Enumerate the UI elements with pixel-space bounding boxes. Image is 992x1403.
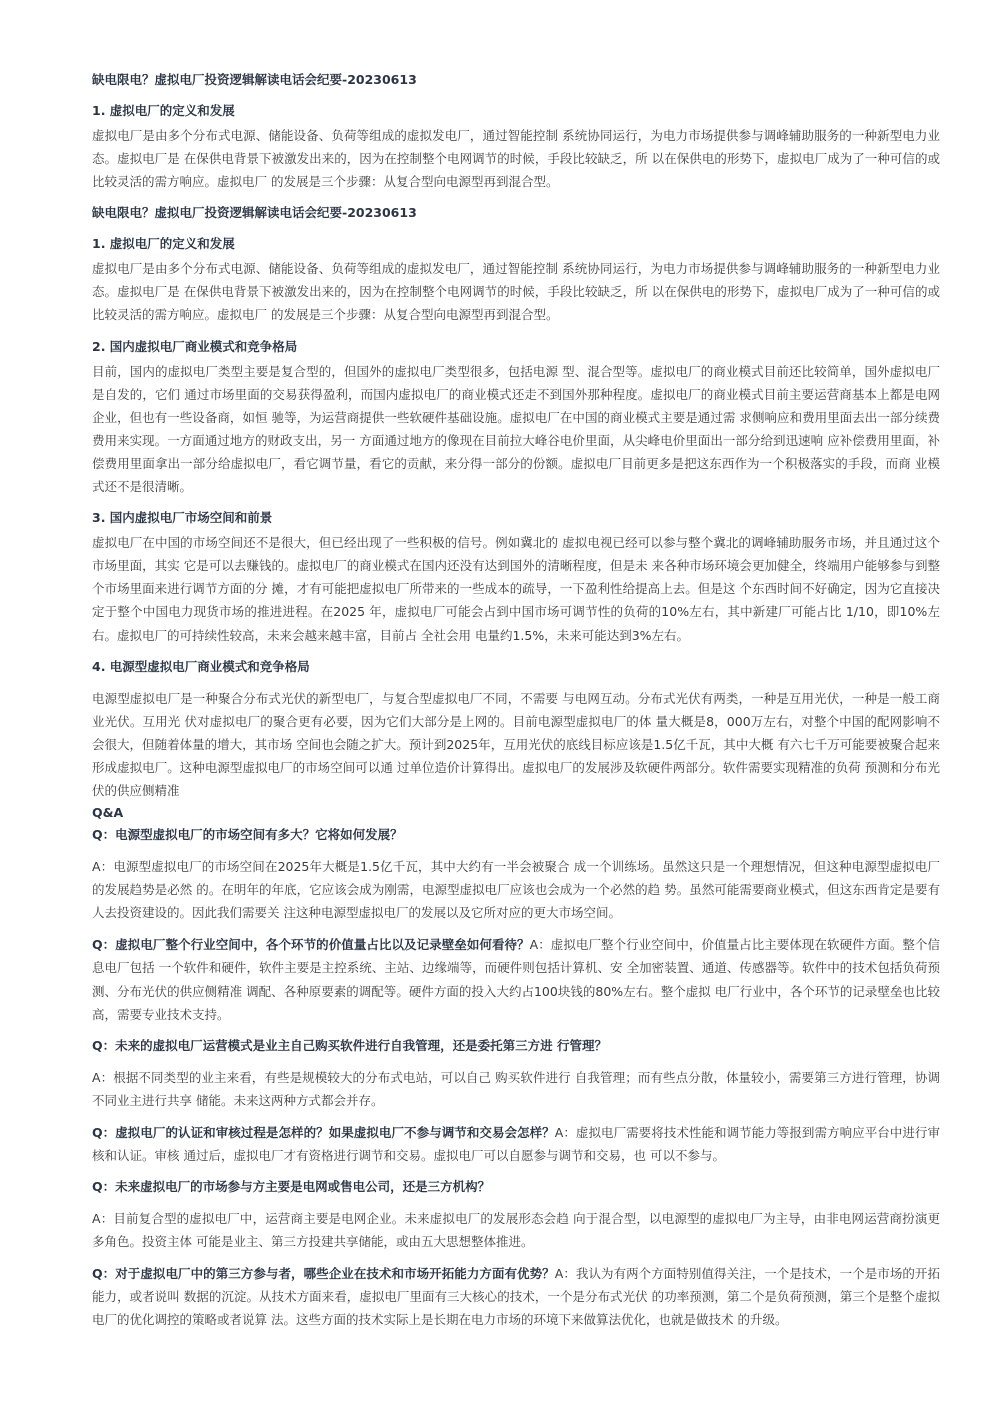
question-4: Q：虚拟电厂的认证和审核过程是怎样的？如果虚拟电厂不参与调节和交易会怎样？: [92, 1124, 555, 1140]
document-title-repeat: 缺电限电？虚拟电厂投资逻辑解读电话会纪要-20230613: [92, 205, 417, 221]
qa-item-2: [92, 933, 940, 1025]
answer-1: A：电源型虚拟电厂的市场空间在2025年大概是1.5亿千瓦，其中大约有一半会被聚合 成一个训练场。虽然这只是一个理想情况，但这种电源型虚拟电厂的发展趋势是必然 的。在明年的年底，它应该会成为刚需，电源型虚拟电厂应该也会成为一个必然的趋 势。虽然可能需要商业模式，但这东西肯定是要有人去投资建设的。因此我们需要关 注这种电源型虚拟电厂的发展以及它所对应的更大市场空间。: [92, 859, 940, 921]
section-1-heading: 1. 虚拟电厂的定义和发展: [92, 103, 235, 118]
qa-label: Q&A: [92, 805, 124, 821]
section-3-heading: 3. 国内虚拟电厂市场空间和前景: [92, 510, 273, 526]
section-1-heading-repeat: 1. 虚拟电厂的定义和发展: [92, 236, 235, 252]
question-5: Q：未来虚拟电厂的市场参与方主要是电网或售电公司，还是三方机构？: [92, 1179, 491, 1195]
section-3-body: 虚拟电厂在中国的市场空间还不是很大，但已经出现了一些积极的信号。例如冀北的 虚拟电视已经可以参与整个冀北的调峰辅助服务市场，并且通过这个市场里面，其实 它是可以去赚钱的。虚拟电厂的商业模式在国内还没有达到国外的清晰程度，但是未 来各种市场环境会更加健全，终端用户能够参与到整个市场里面来进行调节方面的分 摊，才有可能把虚拟电厂所带来的一些成本的疏导，一下盈利性给提高上去。但是这 个东西时间不好确定，因为它直接决定于整个中国电力现货市场的推进进程。在2025 年，虚拟电厂可能会占到中国市场可调节性的负荷的10%左右，其中新建厂可能占比 1/10，即10%左右。虚拟电厂的可持续性较高，未来会越来越丰富，目前占 全社会用 电量约1.5%，未来可能达到3%左右。: [92, 535, 940, 643]
document-title: 缺电限电？虚拟电厂投资逻辑解读电话会纪要-20230613: [92, 72, 417, 87]
qa-item-4: [92, 1121, 940, 1167]
question-3: Q：未来的虚拟电厂运营模式是业主自己购买软件进行自我管理，还是委托第三方进 行管理？: [92, 1037, 607, 1053]
section-1-body: 虚拟电厂是由多个分布式电源、储能设备、负荷等组成的虚拟发电厂，通过智能控制 系统协同运行，为电力市场提供参与调峰辅助服务的一种新型电力业态。虚拟电厂是 在保供电背景下被激发出来的，因为在控制整个电网调节的时候，手段比较缺乏，所 以在保供电的形势下，虚拟电厂成为了一种可信的或比较灵活的需方响应。虚拟电厂 的发展是三个步骤：从复合型向电源型再到混合型。: [92, 128, 940, 190]
section-4-heading: 4. 电源型虚拟电厂商业模式和竞争格局: [92, 658, 310, 674]
section-1-body-repeat: 虚拟电厂是由多个分布式电源、储能设备、负荷等组成的虚拟发电厂，通过智能控制 系统协同运行，为电力市场提供参与调峰辅助服务的一种新型电力业态。虚拟电厂是 在保供电背景下被激发出来的，因为在控制整个电网调节的时候，手段比较缺乏，所 以在保供电的形势下，虚拟电厂成为了一种可信的或比较灵活的需方响应。虚拟电厂 的发展是三个步骤：从复合型向电源型再到混合型。: [92, 261, 940, 323]
section-2-body: 目前，国内的虚拟电厂类型主要是复合型的，但国外的虚拟电厂类型很多，包括电源 型、混合型等。虚拟电厂的商业模式目前还比较简单，国外虚拟电厂是自发的，它们 通过市场里面的交易获得盈利，而国内虚拟电厂的商业模式还走不到国外那种程度。虚拟电厂的商业模式目前主要运营商基本上都是电网企业，但也有一些设备商，如恒 驰等，为运营商提供一些软硬件基础设施。虚拟电厂在中国的商业模式主要是通过需 求侧响应和费用里面去出一部分续费费用来实现。一方面通过地方的财政支出，另一 方面通过地方的像现在目前拉大峰谷电价里面，从尖峰电价里面出一部分给到迅速响 应补偿费用里面，补偿费用里面拿出一部分给虚拟电厂，看它调节量，看它的贡献，来分得一部分的份额。虚拟电厂目前更多是把这东西作为一个积极落实的手段，而商 业模式还不是很清晰。: [92, 363, 940, 495]
section-2-heading: 2. 国内虚拟电厂商业模式和竞争格局: [92, 338, 298, 354]
qa-item-6: [92, 1262, 940, 1331]
question-2: Q：虚拟电厂整个行业空间中，各个环节的价值量占比以及记录壁垒如何看待？: [92, 937, 530, 953]
answer-4: A：虚拟电厂需要将技术性能和调节能力等报到需方响应平台中进行审核和认证。审核 通过后，虚拟电厂才有资格进行调节和交易。虚拟电厂可以自愿参与调节和交易，也 可以不参与。: [92, 1124, 940, 1163]
answer-6: A：我认为有两个方面特别值得关注，一个是技术，一个是市场的开拓能力，或者说叫 数据的沉淀。从技术方面来看，虚拟电厂里面有三大核心的技术，一个是分布式光伏 的功率预测，第二个是负荷预测，第三个是整个虚拟电厂的优化调控的策略或者说算 法。这些方面的技术实际上是长期在电力市场的环境下来做算法优化，也就是做技术 的升级。: [92, 1266, 940, 1328]
question-6: Q：对于虚拟电厂中的第三方参与者，哪些企业在技术和市场开拓能力方面有优势？: [92, 1266, 555, 1282]
section-4-body: 电源型虚拟电厂是一种聚合分布式光伏的新型电厂，与复合型虚拟电厂不同，不需要 与电网互动。分布式光伏有两类，一种是互用光伏，一种是一般工商业光伏。互用光 伏对虚拟电厂的聚合更有必要，因为它们大部分是上网的。目前电源型虚拟电厂的体 量大概是8，000万左右，对整个中国的配网影响不会很大，但随着体量的增大，其市场 空间也会随之扩大。预计到2025年，互用光伏的底线目标应该是1.5亿千瓦，其中大概 有六七千万可能要被聚合起来形成虚拟电厂。这种电源型虚拟电厂的市场空间可以通 过单位造价计算得出。虚拟电厂的发展涉及软硬件两部分。软件需要实现精准的负荷 预测和分布光伏的供应侧精准: [92, 690, 940, 798]
answer-5: A：目前复合型的虚拟电厂中，运营商主要是电网企业。未来虚拟电厂的发展形态会趋 向于混合型，以电源型的虚拟电厂为主导，由非电网运营商扮演更多角色。投资主体 可能是业主、第三方投建共享储能，或由五大思想整体推进。: [92, 1211, 940, 1250]
question-1: Q：电源型虚拟电厂的市场空间有多大？它将如何发展？: [92, 827, 403, 843]
answer-2: A：虚拟电厂整个行业空间中，价值量占比主要体现在软硬件方面。整个信息电厂包括 一个软件和硬件，软件主要是主控系统、主站、边缘端等，而硬件则包括计算机、安 全加密装置、通道、传感器等。软件中的技术包括负荷预测、分布光伏的供应侧精准 调配、各种原要素的调配等。硬件方面的投入大约占100块钱的80%左右。整个虚拟 电厂行业中，各个环节的记录壁垒也比较高，需要专业技术支持。: [92, 937, 940, 1022]
answer-3: A：根据不同类型的业主来看，有些是规模较大的分布式电站，可以自己 购买软件进行 自我管理；而有些点分散，体量较小，需要第三方进行管理，协调不同业主进行共享 储能。未来这两种方式都会并存。: [92, 1069, 940, 1108]
